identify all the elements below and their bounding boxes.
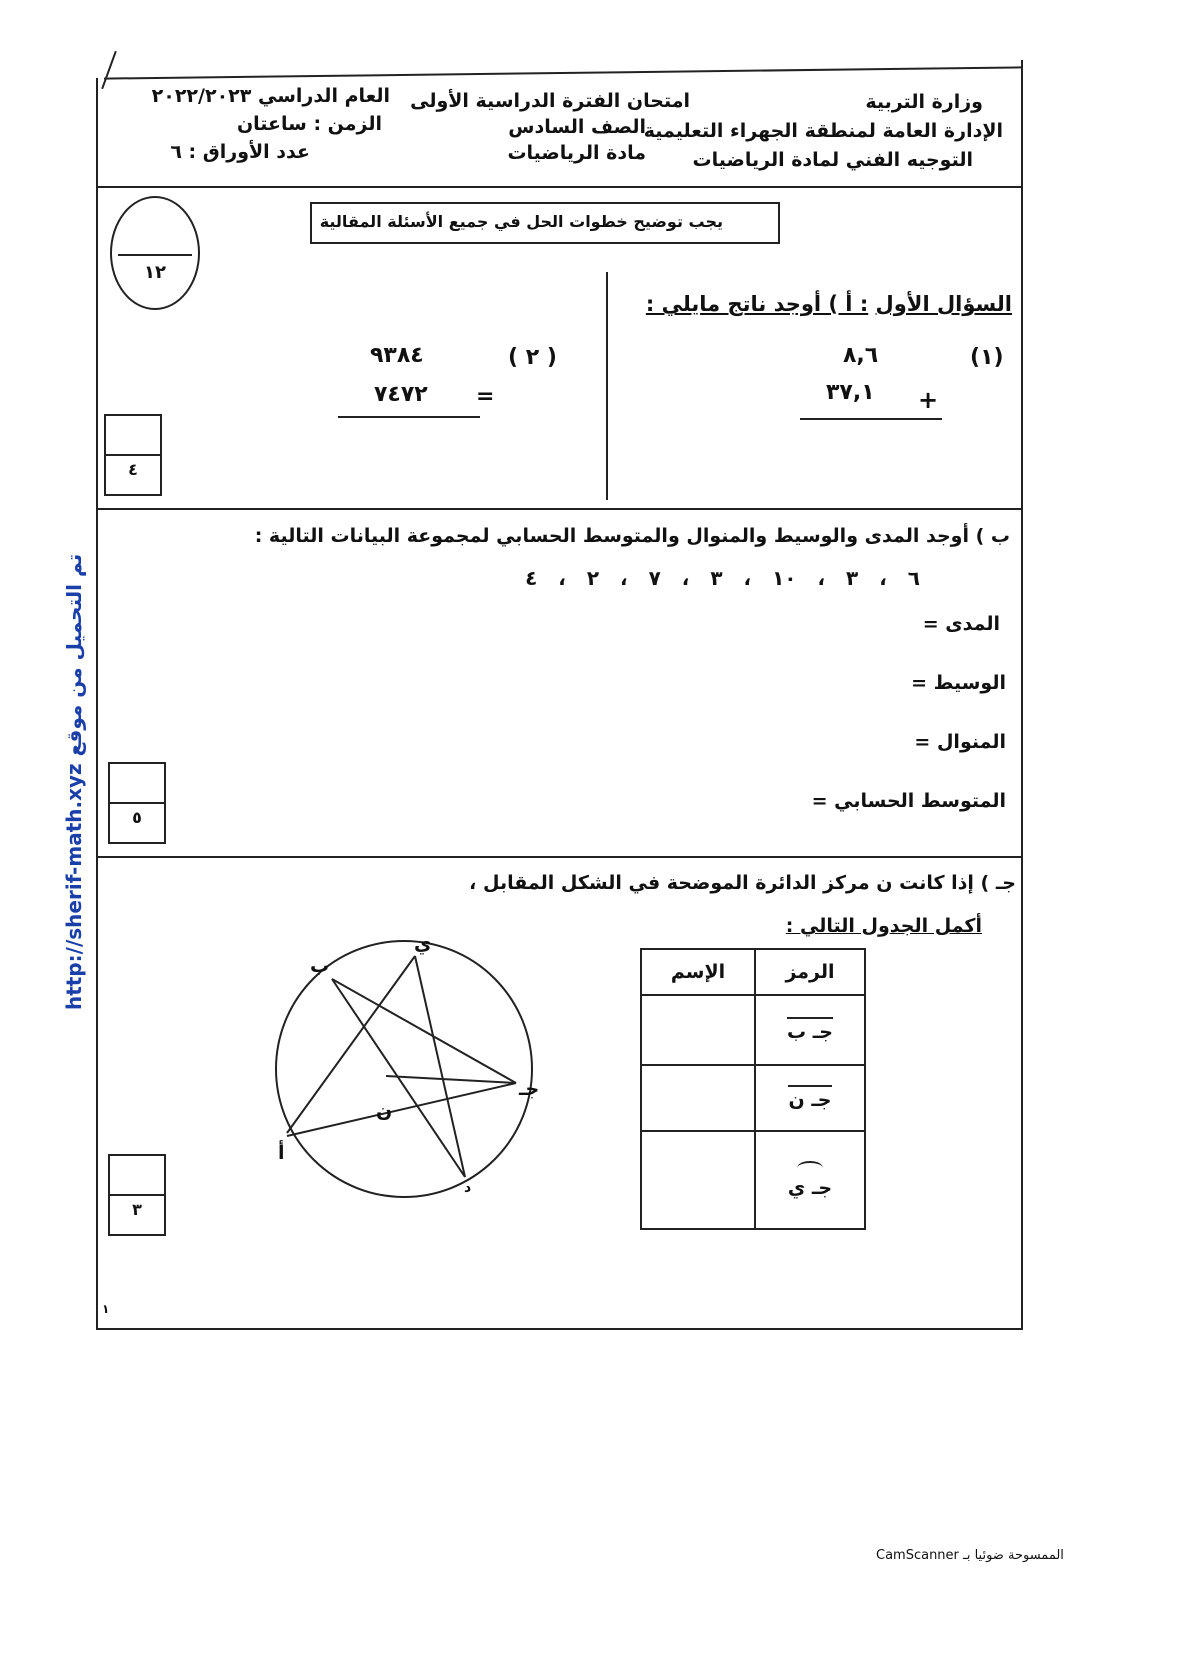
q1a-mark-box — [104, 414, 162, 496]
directorate-name: الإدارة العامة لمنطقة الجهراء التعليمية — [643, 120, 1003, 142]
p2-answer-line — [338, 416, 480, 418]
supervision-name: التوجيه الفني لمادة الرياضيات — [692, 149, 973, 171]
q1b-mark-box — [108, 762, 166, 844]
subject-label: مادة الرياضيات — [507, 142, 646, 164]
total-mark-line — [118, 254, 192, 256]
p1-label: (١) — [970, 345, 1004, 370]
range-label: المدى = — [922, 613, 1000, 635]
chord-b-to-d — [332, 979, 465, 1177]
p2-label: ( ٢ ) — [508, 345, 557, 370]
instruction-box — [310, 202, 780, 244]
header-right — [643, 88, 1003, 175]
exam-title: امتحان الفترة الدراسية الأولى — [410, 90, 690, 112]
label-d: د — [464, 1180, 472, 1196]
q1-heading — [646, 292, 1012, 316]
arc-jy: جـ ي — [787, 1177, 833, 1199]
circle — [276, 941, 532, 1197]
page-border-bottom — [96, 1328, 1023, 1330]
mean-label: المتوسط الحسابي = — [811, 790, 1006, 812]
col-symbol-header: الرمز — [755, 949, 865, 995]
header-center — [410, 88, 690, 166]
symbol-cell-2 — [755, 1065, 865, 1131]
p2-top: ٩٣٨٤ — [370, 343, 424, 368]
label-y: ي — [414, 933, 432, 955]
page-border-left — [96, 78, 98, 1330]
segment-jb: جـ ب — [787, 1017, 833, 1043]
p1-bottom: ٣٧,١ — [826, 380, 875, 405]
header-left — [150, 82, 390, 166]
page-number: ١ — [102, 1302, 110, 1316]
sheet-count: عدد الأوراق : ٦ — [170, 141, 310, 163]
p2-operator: = — [476, 384, 495, 409]
label-n: ن — [376, 1100, 393, 1122]
radius-n-to-j — [386, 1076, 516, 1083]
instruction-text: يجب توضيح خطوات الحل في جميع الأسئلة المقالية — [319, 212, 723, 231]
q1b-data: ٦ ، ٣ ، ١٠ ، ٣ ، ٧ ، ٢ ، ٤ — [525, 566, 920, 590]
circle-figure — [260, 925, 550, 1215]
name-cell-3[interactable] — [641, 1131, 755, 1229]
q1b-prompt: ب ) أوجد المدى والوسيط والمنوال والمتوسط الحسابي لمجموعة البيانات التالية : — [254, 525, 1010, 547]
section-divider-1 — [96, 508, 1023, 510]
ministry-name: وزارة التربية — [865, 91, 983, 113]
arc-mark — [797, 1161, 823, 1175]
p1-top: ٨,٦ — [843, 343, 879, 368]
q1b-mark: ٥ — [132, 808, 142, 827]
symbol-cell-3 — [755, 1131, 865, 1229]
q1c-complete: أكمل الجدول التالي : — [785, 915, 982, 937]
label-a: أ — [278, 1142, 285, 1164]
radius-a-to-y — [287, 956, 415, 1133]
section-divider-2 — [96, 856, 1023, 858]
segment-jn: جـ ن — [788, 1085, 831, 1111]
q1c-prompt: جـ ) إذا كانت ن مركز الدائرة الموضحة في الشكل المقابل ، — [469, 872, 1016, 894]
chord-ba — [287, 1083, 516, 1136]
side-watermark: تم التحميل من موقع http://sherif-math.xyz — [62, 553, 86, 1010]
q1-part-a: : أ ) أوجد ناتج مايلي : — [645, 292, 869, 316]
label-j: جـ — [519, 1078, 540, 1100]
total-mark-circle — [110, 196, 200, 310]
mode-label: المنوال = — [914, 731, 1006, 753]
camscanner-footer: CamScanner الممسوحة ضوئيا بـ — [876, 1548, 1064, 1563]
exam-duration: الزمن : ساعتان — [236, 113, 382, 135]
label-b: ب — [310, 955, 330, 977]
corner-stroke — [101, 51, 117, 89]
grade-label: الصف السادس — [508, 116, 646, 138]
academic-year: العام الدراسي ٢٠٢٢/٢٠٢٣ — [151, 85, 390, 107]
symbol-table — [640, 948, 866, 1230]
name-cell-2[interactable] — [641, 1065, 755, 1131]
header-divider — [96, 186, 1023, 188]
q1c-mark: ٣ — [132, 1200, 142, 1219]
q1c-mark-box — [108, 1154, 166, 1236]
symbol-cell-1 — [755, 995, 865, 1065]
p1-operator: + — [918, 386, 939, 414]
name-cell-1[interactable] — [641, 995, 755, 1065]
median-label: الوسيط = — [911, 672, 1006, 694]
q1-split-line — [606, 272, 608, 500]
page-border-right — [1021, 60, 1023, 1330]
p1-answer-line — [800, 418, 942, 420]
col-name-header: الإسم — [641, 949, 755, 995]
total-mark: ١٢ — [144, 262, 166, 283]
page-border-top — [104, 66, 1021, 79]
p2-bottom: ٧٤٧٢ — [374, 382, 428, 407]
q1-title: السؤال الأول — [875, 292, 1012, 316]
diameter-yd — [415, 956, 465, 1177]
q1a-mark: ٤ — [128, 460, 138, 479]
